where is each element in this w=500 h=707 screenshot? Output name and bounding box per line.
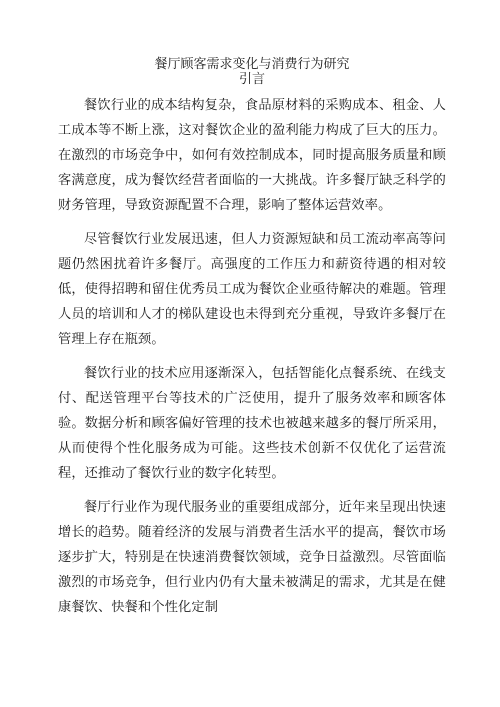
section-heading: 引言 xyxy=(238,72,265,87)
paragraph-2: 尽管餐饮行业发展迅速，但人力资源短缺和员工流动率高等问题仍然困扰着许多餐厅。高强度的工作压力和薪资待遇的相对较低，使得招聘和留住优秀员工成为餐饮企业亟待解决的难题。管理人员的培训和人才的梯队建设也未得到充分重视，导致许多餐厅在管理上存在瓶颈。 xyxy=(58,232,446,347)
document-title: 餐厅顾客需求变化与消费行为研究 xyxy=(154,57,350,72)
paragraph-1: 餐饮行业的成本结构复杂，食品原材料的采购成本、租金、人工成本等不断上涨，这对餐饮企业的盈利能力构成了巨大的压力。在激烈的市场竞争中，如何有效控制成本，同时提高服务质量和顾客满意度，成为餐饮经营者面临的一大挑战。许多餐厅缺乏科学的财务管理，导致资源配置不合理，影响了整体运营效率。 xyxy=(58,98,446,213)
paragraph-3: 餐饮行业的技术应用逐渐深入，包括智能化点餐系统、在线支付、配送管理平台等技术的广泛使用，提升了服务效率和顾客体验。数据分析和顾客偏好管理的技术也被越来越多的餐厅所采用，从而使得个性化服务成为可能。这些技术创新不仅优化了运营流程，还推动了餐饮行业的数字化转型。 xyxy=(58,366,446,481)
paragraph-4: 餐厅行业作为现代服务业的重要组成部分，近年来呈现出快速增长的趋势。随着经济的发展与消费者生活水平的提高，餐饮市场逐步扩大，特别是在快速消费餐饮领域，竞争日益激烈。尽管面临激烈的市场竞争，但行业内仍有大量未被满足的需求，尤其是在健康餐饮、快餐和个性化定制 xyxy=(58,500,446,615)
